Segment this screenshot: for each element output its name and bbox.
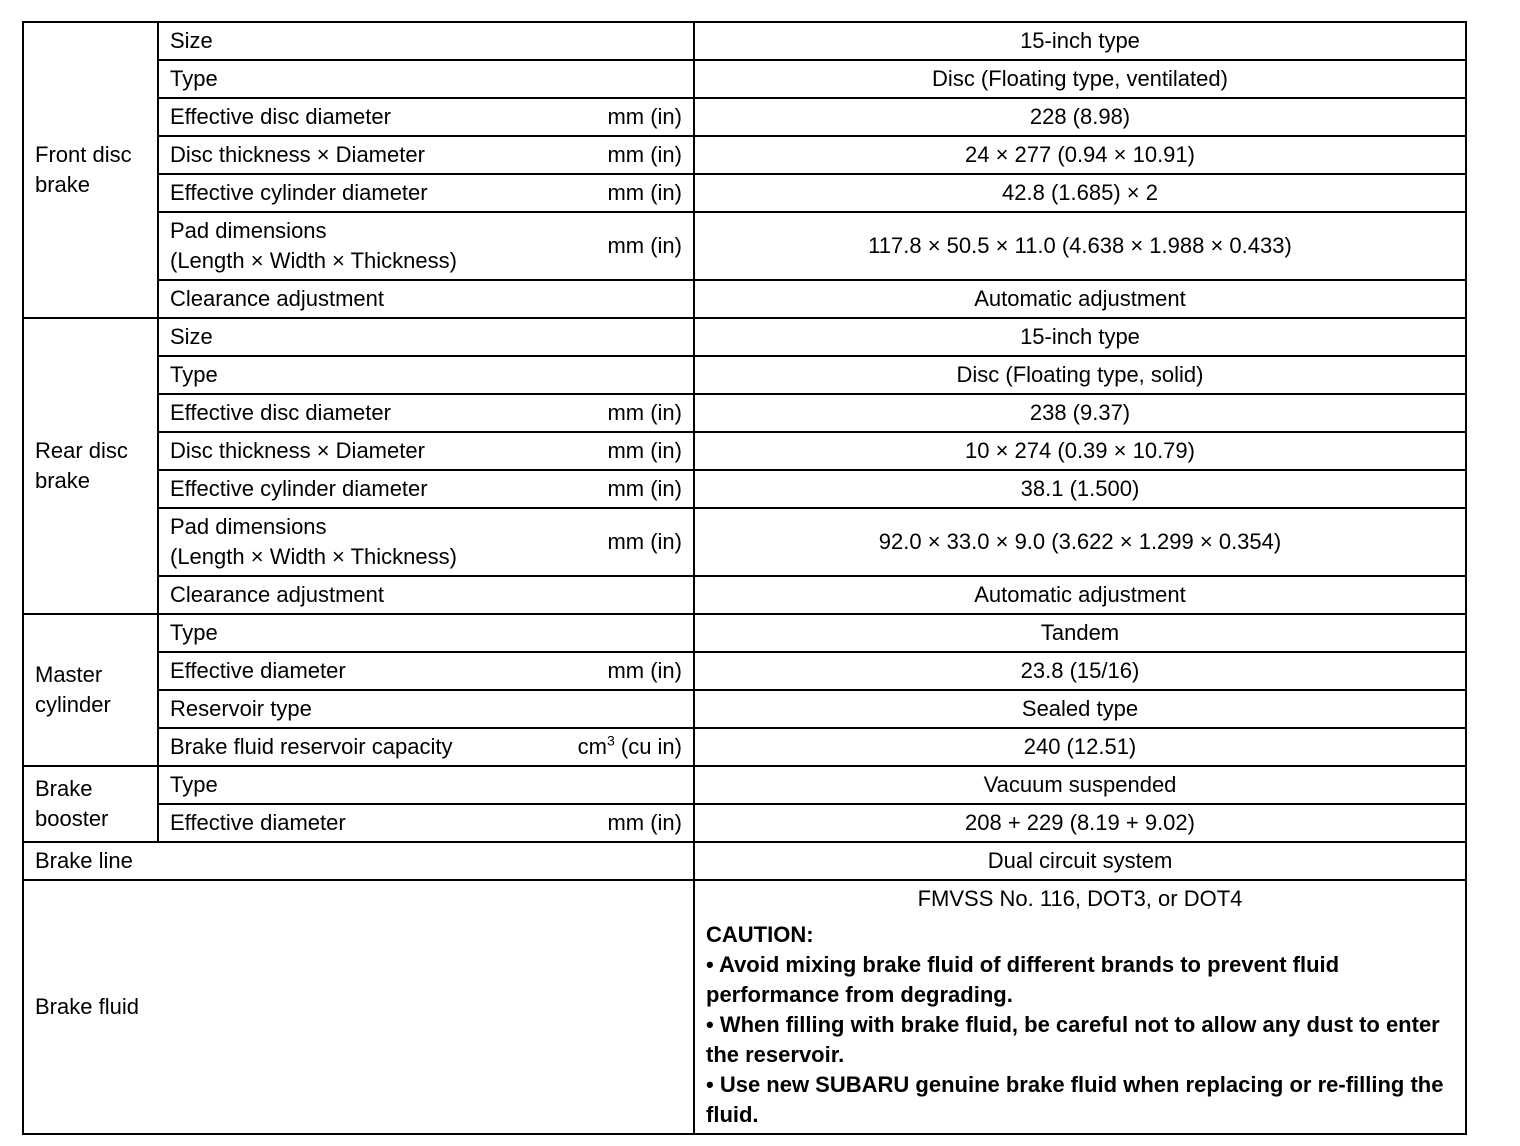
spec-desc-label: Size <box>170 28 213 53</box>
group-label-line: Rear disc <box>35 438 128 463</box>
spec-desc <box>158 394 694 432</box>
spec-desc-line: (Length × Width × Thickness) <box>170 544 457 569</box>
spec-desc <box>158 652 694 690</box>
spec-value: 238 (9.37) <box>694 394 1466 432</box>
brake-line-label: Brake line <box>23 842 694 880</box>
table-row <box>23 508 1466 576</box>
group-label-line: Brake <box>35 776 93 801</box>
spec-desc <box>158 60 694 98</box>
table-row <box>23 576 1466 614</box>
spec-desc-label: Effective disc diameter <box>170 104 391 129</box>
spec-value: 42.8 (1.685) × 2 <box>694 174 1466 212</box>
table-row <box>23 690 1466 728</box>
spec-desc <box>158 356 694 394</box>
spec-value: 208 + 229 (8.19 + 9.02) <box>694 804 1466 842</box>
spec-value: 117.8 × 50.5 × 11.0 (4.638 × 1.988 × 0.433) <box>694 212 1466 280</box>
table-row <box>23 212 1466 280</box>
group-label-master-cylinder <box>23 614 158 766</box>
table-row <box>23 652 1466 690</box>
spec-desc-line: Pad dimensions <box>170 514 327 539</box>
spec-value: Automatic adjustment <box>694 280 1466 318</box>
spec-desc-label: Size <box>170 324 213 349</box>
spec-desc-label <box>170 512 457 572</box>
table-row <box>23 804 1466 842</box>
spec-value: 228 (8.98) <box>694 98 1466 136</box>
group-label-line: Front disc <box>35 142 132 167</box>
brake-fluid-value <box>694 880 1466 1134</box>
table-row <box>23 728 1466 766</box>
spec-desc <box>158 766 694 804</box>
unit-base: cm <box>577 734 607 759</box>
table-row <box>23 98 1466 136</box>
spec-desc <box>158 98 694 136</box>
spec-desc <box>158 318 694 356</box>
group-label-brake-booster <box>23 766 158 842</box>
table-row <box>23 174 1466 212</box>
spec-desc-label: Effective diameter <box>170 810 346 835</box>
spec-desc <box>158 212 694 280</box>
spec-value: 38.1 (1.500) <box>694 470 1466 508</box>
spec-desc-label: Disc thickness × Diameter <box>170 438 425 463</box>
table-row <box>23 60 1466 98</box>
group-label-line: brake <box>35 468 91 493</box>
spec-unit: mm (in) <box>607 658 682 683</box>
table-row <box>23 842 1466 880</box>
table-row <box>23 766 1466 804</box>
table-row <box>23 394 1466 432</box>
spec-value: Disc (Floating type, ventilated) <box>694 60 1466 98</box>
spec-value: Vacuum suspended <box>694 766 1466 804</box>
spec-unit <box>578 732 682 762</box>
caution-item: • Avoid mixing brake fluid of different brands to prevent fluid performance from degrading. <box>706 952 1340 1007</box>
caution-item: • When filling with brake fluid, be careful not to allow any dust to enter the reservoir. <box>706 1012 1440 1067</box>
table-row <box>23 22 1466 60</box>
spec-value: 10 × 274 (0.39 × 10.79) <box>694 432 1466 470</box>
brake-fluid-standard: FMVSS No. 116, DOT3, or DOT4 <box>917 886 1243 911</box>
brake-line-value: Dual circuit system <box>694 842 1466 880</box>
spec-desc-label: Effective disc diameter <box>170 400 391 425</box>
spec-value: 15-inch type <box>694 318 1466 356</box>
spec-desc <box>158 508 694 576</box>
spec-value: Disc (Floating type, solid) <box>694 356 1466 394</box>
spec-desc-label: Type <box>170 66 218 91</box>
spec-desc-label: Effective diameter <box>170 658 346 683</box>
group-label-line: brake <box>35 172 91 197</box>
unit-rest: (cu in) <box>614 734 682 759</box>
caution-item: • Use new SUBARU genuine brake fluid when replacing or re-filling the fluid. <box>706 1072 1444 1127</box>
table-row <box>23 136 1466 174</box>
spec-desc-label: Effective cylinder diameter <box>170 180 428 205</box>
spec-desc-label: Reservoir type <box>170 696 312 721</box>
table-row <box>23 280 1466 318</box>
spec-value: Sealed type <box>694 690 1466 728</box>
spec-desc-label: Type <box>170 772 218 797</box>
spec-desc-label: Brake fluid reservoir capacity <box>170 734 453 759</box>
brake-fluid-label: Brake fluid <box>23 880 694 1134</box>
spec-desc-label: Disc thickness × Diameter <box>170 142 425 167</box>
table-row <box>23 880 1466 1134</box>
group-label-front-disc-brake <box>23 22 158 318</box>
spec-desc-label: Type <box>170 620 218 645</box>
spec-desc-label: Type <box>170 362 218 387</box>
spec-desc <box>158 280 694 318</box>
spec-desc <box>158 136 694 174</box>
group-label-rear-disc-brake <box>23 318 158 614</box>
spec-desc <box>158 470 694 508</box>
spec-unit: mm (in) <box>607 180 682 205</box>
spec-desc <box>158 728 694 766</box>
group-label-line: Master <box>35 662 103 687</box>
spec-desc <box>158 614 694 652</box>
spec-desc <box>158 22 694 60</box>
spec-unit: mm (in) <box>607 476 682 501</box>
spec-desc <box>158 804 694 842</box>
caution-title: CAUTION: <box>706 922 814 947</box>
spec-desc <box>158 432 694 470</box>
unit-superscript: 3 <box>606 732 615 749</box>
group-label-line: cylinder <box>35 692 111 717</box>
spec-value: 23.8 (15/16) <box>694 652 1466 690</box>
spec-unit: mm (in) <box>607 233 682 258</box>
spec-value: Automatic adjustment <box>694 576 1466 614</box>
spec-unit: mm (in) <box>607 104 682 129</box>
spec-unit: mm (in) <box>607 400 682 425</box>
table-row <box>23 470 1466 508</box>
spec-unit: mm (in) <box>607 438 682 463</box>
spec-desc-label: Clearance adjustment <box>170 582 385 607</box>
spec-desc-label: Clearance adjustment <box>170 286 385 311</box>
group-label-line: booster <box>35 806 109 831</box>
spec-value: 92.0 × 33.0 × 9.0 (3.622 × 1.299 × 0.354) <box>694 508 1466 576</box>
spec-desc-line: Pad dimensions <box>170 218 327 243</box>
table-row <box>23 318 1466 356</box>
brake-spec-table <box>22 21 1467 1135</box>
spec-desc-label <box>170 216 457 276</box>
spec-value: 24 × 277 (0.94 × 10.91) <box>694 136 1466 174</box>
spec-unit: mm (in) <box>607 810 682 835</box>
spec-value: Tandem <box>694 614 1466 652</box>
table-row <box>23 432 1466 470</box>
spec-value: 15-inch type <box>694 22 1466 60</box>
spec-desc-label: Effective cylinder diameter <box>170 476 428 501</box>
spec-unit: mm (in) <box>607 529 682 554</box>
spec-desc <box>158 690 694 728</box>
spec-desc <box>158 174 694 212</box>
spec-value: 240 (12.51) <box>694 728 1466 766</box>
spec-desc-line: (Length × Width × Thickness) <box>170 248 457 273</box>
table-row <box>23 356 1466 394</box>
table-row <box>23 614 1466 652</box>
spec-unit: mm (in) <box>607 142 682 167</box>
spec-desc <box>158 576 694 614</box>
